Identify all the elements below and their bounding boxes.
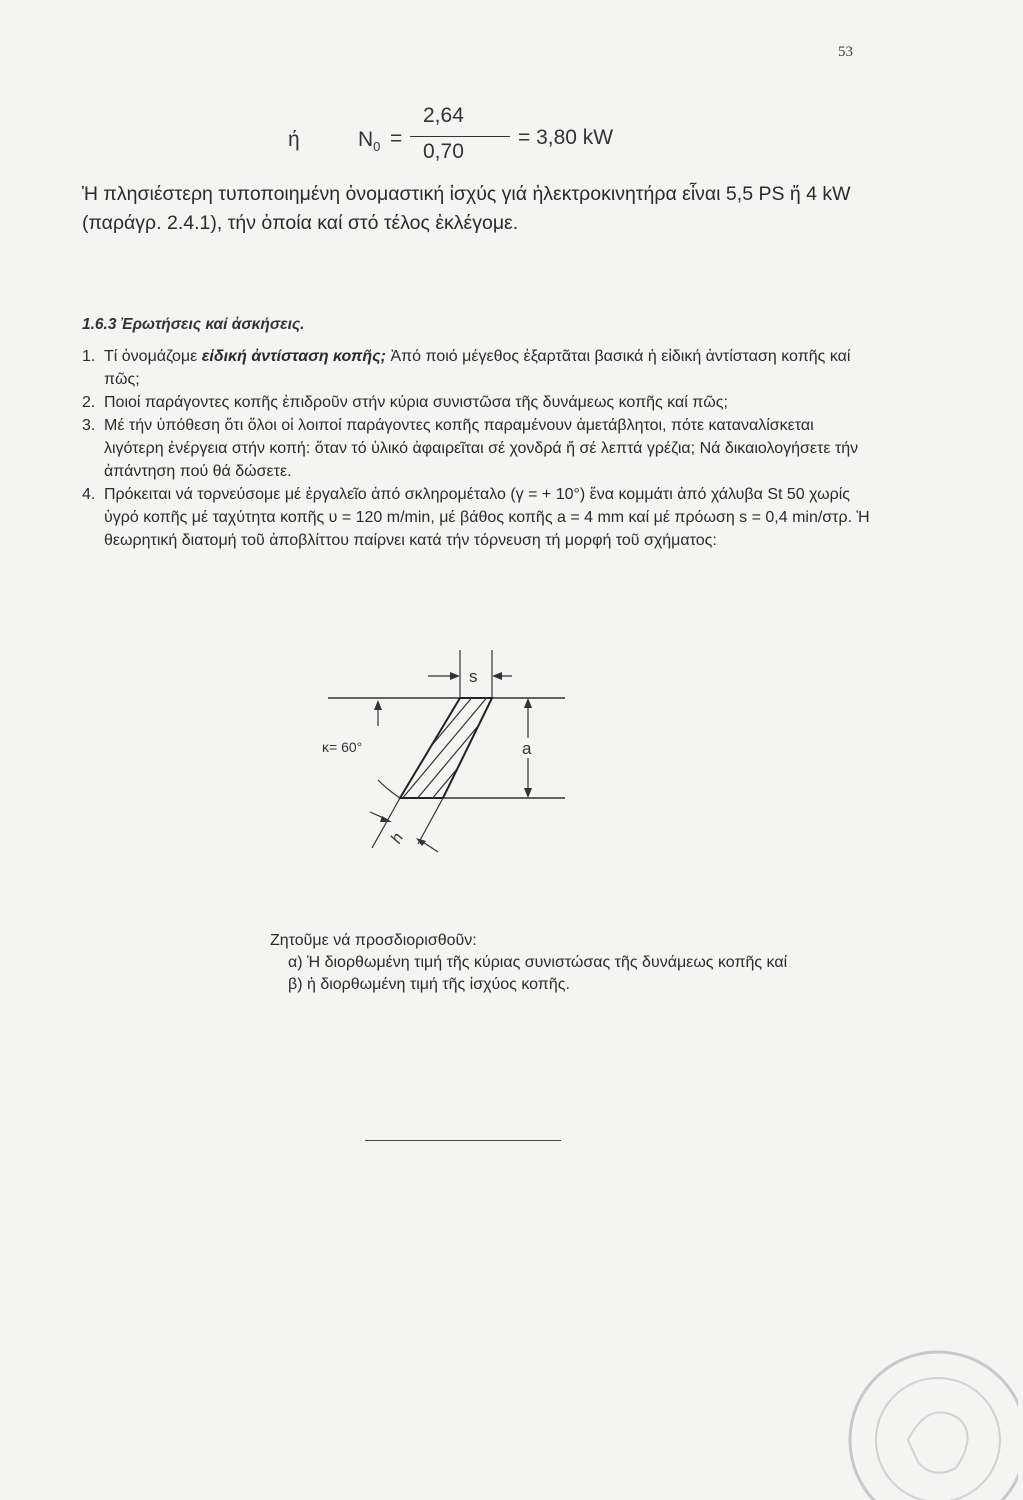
question-list xyxy=(82,345,872,552)
formula-result: = 3,80 kW xyxy=(518,126,614,149)
angle-label: κ= 60° xyxy=(322,739,363,755)
angle-arc xyxy=(378,780,400,798)
thickness-label: h xyxy=(387,830,408,847)
question-text: Μέ τήν ὑπόθεση ὅτι ὅλοι οἱ λοιποί παράγοντες κοπῆς παραμένουν ἀμετάβλητοι, πότε καταναλίσκεται λιγότερη ἐνέργεια στήν κοπή: ὅταν τό ὑλικό ἀφαιρεῖται σέ χονδρά ἤ σέ λεπτά γρέζια; Νά δικαιολογήσετε τήν ἀπάντηση πού θά δώσετε. xyxy=(104,417,859,480)
fraction-bar xyxy=(410,136,510,137)
depth-arrow-bottom xyxy=(524,788,532,798)
question-number: 4. xyxy=(82,486,96,503)
depth-arrow-top xyxy=(524,698,532,708)
formula-equals: = xyxy=(390,127,403,150)
requested-item-a: α) Ἡ διορθωμένη τιμή τῆς κύριας συνιστώσας τῆς δυνάμεως κοπῆς καί xyxy=(288,954,788,971)
question-item xyxy=(82,391,872,414)
requested-intro: Ζητοῦμε νά προσδιορισθοῦν: xyxy=(270,932,477,949)
requested-items xyxy=(270,930,787,996)
question-number: 3. xyxy=(82,417,96,434)
requested-item-b: β) ἡ διορθωμένη τιμή τῆς ἰσχύος κοπῆς. xyxy=(288,976,570,993)
feed-arrow-left xyxy=(450,672,460,680)
question-item xyxy=(82,414,872,483)
question-emphasis: εἰδική ἀντίσταση κοπῆς; xyxy=(201,348,386,365)
depth-label: a xyxy=(522,739,532,758)
question-text: Τί ὀνομάζομε εἰδική ἀντίσταση κοπῆς; Ἀπό ποιό μέγεθος ἐξαρτᾶται βασικά ἡ εἰδική ἀντίσταση κοπῆς καί πῶς; xyxy=(104,348,851,388)
thickness-arrow-top xyxy=(380,816,392,822)
question-item xyxy=(82,483,872,552)
formula-numerator: 2,64 xyxy=(423,104,464,127)
question-text: Ποιοί παράγοντες κοπῆς ἐπιδροῦν στήν κύρια συνιστῶσα τῆς δυνάμεως κοπῆς καί πῶς; xyxy=(104,394,728,411)
end-rule xyxy=(365,1140,561,1141)
power-formula xyxy=(288,100,648,170)
feed-arrow-right xyxy=(492,672,502,680)
section-heading: 1.6.3 Ἐρωτήσεις καί ἀσκήσεις. xyxy=(82,316,305,333)
question-number: 2. xyxy=(82,394,96,411)
formula-prefix: ή xyxy=(288,128,300,151)
intro-paragraph: Ἡ πλησιέστερη τυποποιημένη ὀνομαστική ἰσχύς γιά ἠλεκτροκινητήρα εἶναι 5,5 PS ἤ 4 kW (παράγρ. 2.4.1), τήν ὁποία καί στό τέλος ἐκλέγομε. xyxy=(82,183,851,234)
question-item xyxy=(82,345,872,391)
formula-symbol: $N_0$ xyxy=(358,128,381,155)
page-number: 53 xyxy=(838,44,853,60)
library-seal-stamp xyxy=(838,1340,1018,1500)
chip-cross-section-diagram xyxy=(300,640,600,865)
question-text: Πρόκειται νά τορνεύσομε μέ ἐργαλεῖο ἀπό σκληρομέταλο (γ = + 10°) ἕνα κομμάτι ἀπό χάλυβα St 50 χωρίς ὑγρό κοπῆς μέ ταχύτητα κοπῆς υ = 120 m/min, μέ βάθος κοπῆς a = 4 mm καί μέ πρόωση s = 0,4 min/στρ. Ἡ θεωρητική διατομή τοῦ ἀποβλίττου παίρνει κατά τήν τόρνευση τή μορφή τοῦ σχήματος: xyxy=(104,486,870,549)
formula-denominator: 0,70 xyxy=(423,140,464,163)
feed-label: s xyxy=(469,667,478,686)
question-number: 1. xyxy=(82,348,96,365)
